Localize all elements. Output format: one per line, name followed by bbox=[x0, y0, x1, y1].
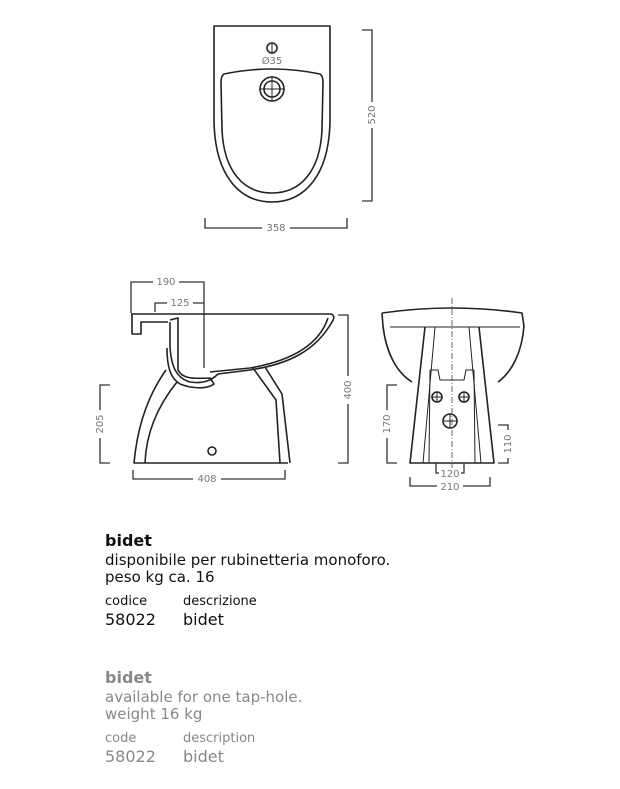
dim-170: 170 bbox=[382, 414, 393, 434]
dim-120: 120 bbox=[440, 469, 460, 480]
table-header-en bbox=[105, 732, 302, 746]
weight-line-en: weight 16 kg bbox=[105, 705, 203, 724]
code-value-en: 58022 bbox=[105, 746, 156, 766]
dim-210: 210 bbox=[440, 482, 460, 493]
dim-190: 190 bbox=[156, 277, 176, 288]
side-view bbox=[94, 276, 354, 485]
front-view bbox=[381, 298, 524, 493]
dim-height: 400 bbox=[343, 380, 354, 400]
dim-205: 205 bbox=[95, 414, 106, 434]
header-description-en: description bbox=[183, 730, 256, 746]
english-description bbox=[105, 669, 302, 765]
description-line-en: available for one tap-hole. bbox=[105, 687, 303, 706]
header-description-it: descrizione bbox=[183, 593, 257, 609]
description-value-it: bidet bbox=[183, 609, 224, 629]
dim-tap-hole: Ø35 bbox=[261, 56, 283, 67]
description-value-en: bidet bbox=[183, 746, 224, 766]
dim-408: 408 bbox=[197, 474, 217, 485]
top-view bbox=[205, 26, 378, 234]
weight-line-it: peso kg ca. 16 bbox=[105, 568, 215, 587]
dim-125: 125 bbox=[170, 298, 190, 309]
dim-width-top: 358 bbox=[266, 223, 286, 234]
header-code-it: codice bbox=[105, 593, 148, 609]
table-row bbox=[105, 748, 302, 766]
italian-description bbox=[105, 532, 390, 628]
header-code-en: code bbox=[105, 730, 137, 746]
product-title-it: bidet bbox=[105, 531, 152, 550]
product-title-en: bidet bbox=[105, 668, 152, 687]
code-value-it: 58022 bbox=[105, 609, 156, 629]
table-header-it bbox=[105, 595, 390, 609]
description-line-it: disponibile per rubinetteria monoforo. bbox=[105, 550, 391, 569]
dim-110: 110 bbox=[503, 434, 514, 454]
side-hole-icon bbox=[208, 447, 216, 455]
table-row bbox=[105, 611, 390, 629]
dim-length-top: 520 bbox=[367, 105, 378, 125]
